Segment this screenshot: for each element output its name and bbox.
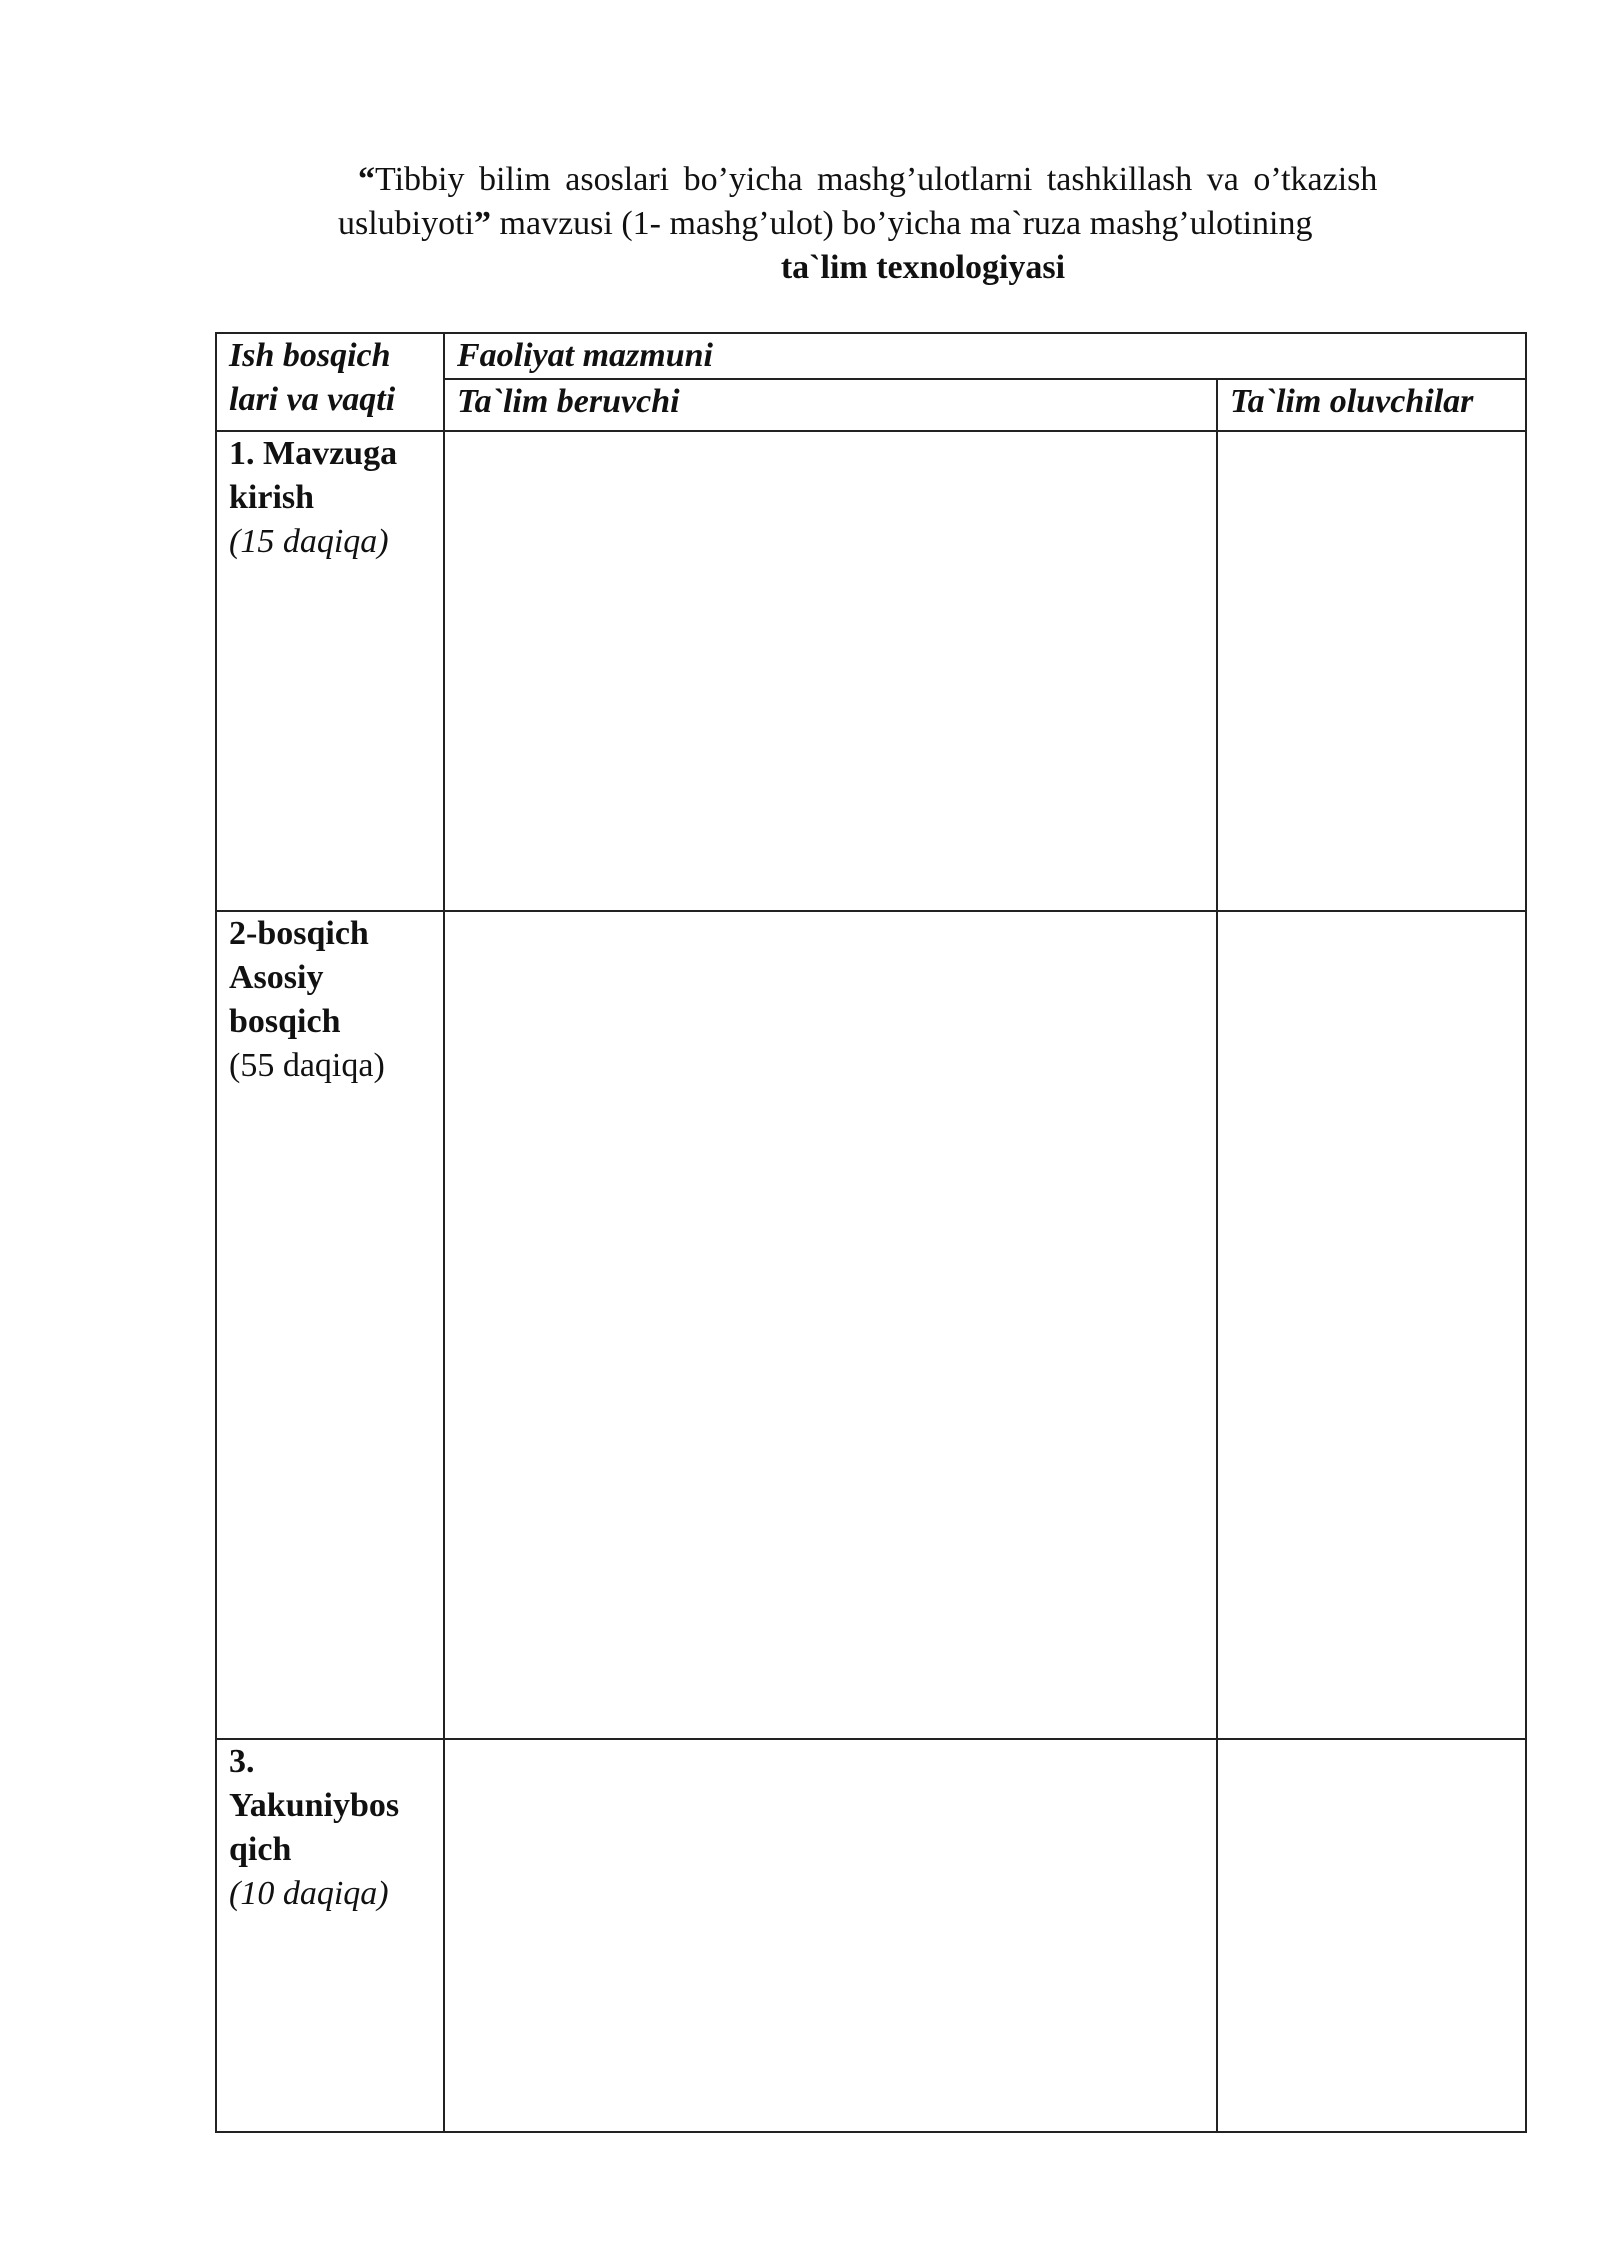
stage-title-line-3: qich [229,1831,292,1868]
heading-line-2-rest: mavzusi (1- mashg’ulot) bo’yicha ma`ruza mashg’ulotining [491,205,1313,242]
teacher-cell-main[interactable] [444,911,1217,1739]
activity-header-cell: Faoliyat mazmuni [444,333,1526,379]
heading-line-3: ta`lim texnologiyasi [780,249,1066,286]
stage-title-line-1: 3. [229,1743,255,1780]
table-row [216,1739,1526,2132]
opening-quote: “ [358,161,375,198]
stages-header-cell [216,333,444,431]
students-cell-intro[interactable] [1217,431,1526,911]
heading-line-2-text: uslubiyoti [338,205,475,242]
stage-cell-intro [216,431,444,911]
stage-title-line-1: 2-bosqich [229,915,369,952]
stage-title-line-1: 1. Mavzuga [229,435,398,472]
students-header-cell: Ta`lim oluvchilar [1217,379,1526,431]
heading-line-2 [338,204,1312,244]
teacher-cell-final[interactable] [444,1739,1217,2132]
table-row [216,431,1526,911]
heading-line-1-text: Tibbiy bilim asoslari bo’yicha mashg’ulotlarni tashkillash va o’tkazish [375,161,1378,198]
table-header-row [216,333,1526,379]
stage-cell-final [216,1739,444,2132]
stage-title-line-2: Yakuniybos [229,1787,400,1824]
stage-time: (55 daqiqa) [229,1047,385,1084]
table-row [216,911,1526,1739]
students-cell-final[interactable] [1217,1739,1526,2132]
teacher-cell-intro[interactable] [444,431,1217,911]
teacher-header-cell: Ta`lim beruvchi [444,379,1217,431]
stage-title-line-2: kirish [229,479,315,516]
stage-time: (10 daqiqa) [229,1875,389,1912]
closing-quote: ” [474,205,492,242]
stage-time: (15 daqiqa) [229,523,389,560]
heading-line-1 [358,160,1377,200]
stages-header-line-1: Ish bosqich [229,337,391,374]
stage-title-line-3: bosqich [229,1003,341,1040]
stages-header-line-2: lari va vaqti [229,381,396,418]
stage-cell-main [216,911,444,1739]
students-cell-main[interactable] [1217,911,1526,1739]
lesson-plan-table [215,332,1527,2133]
stage-title-line-2: Asosiy [229,959,324,996]
